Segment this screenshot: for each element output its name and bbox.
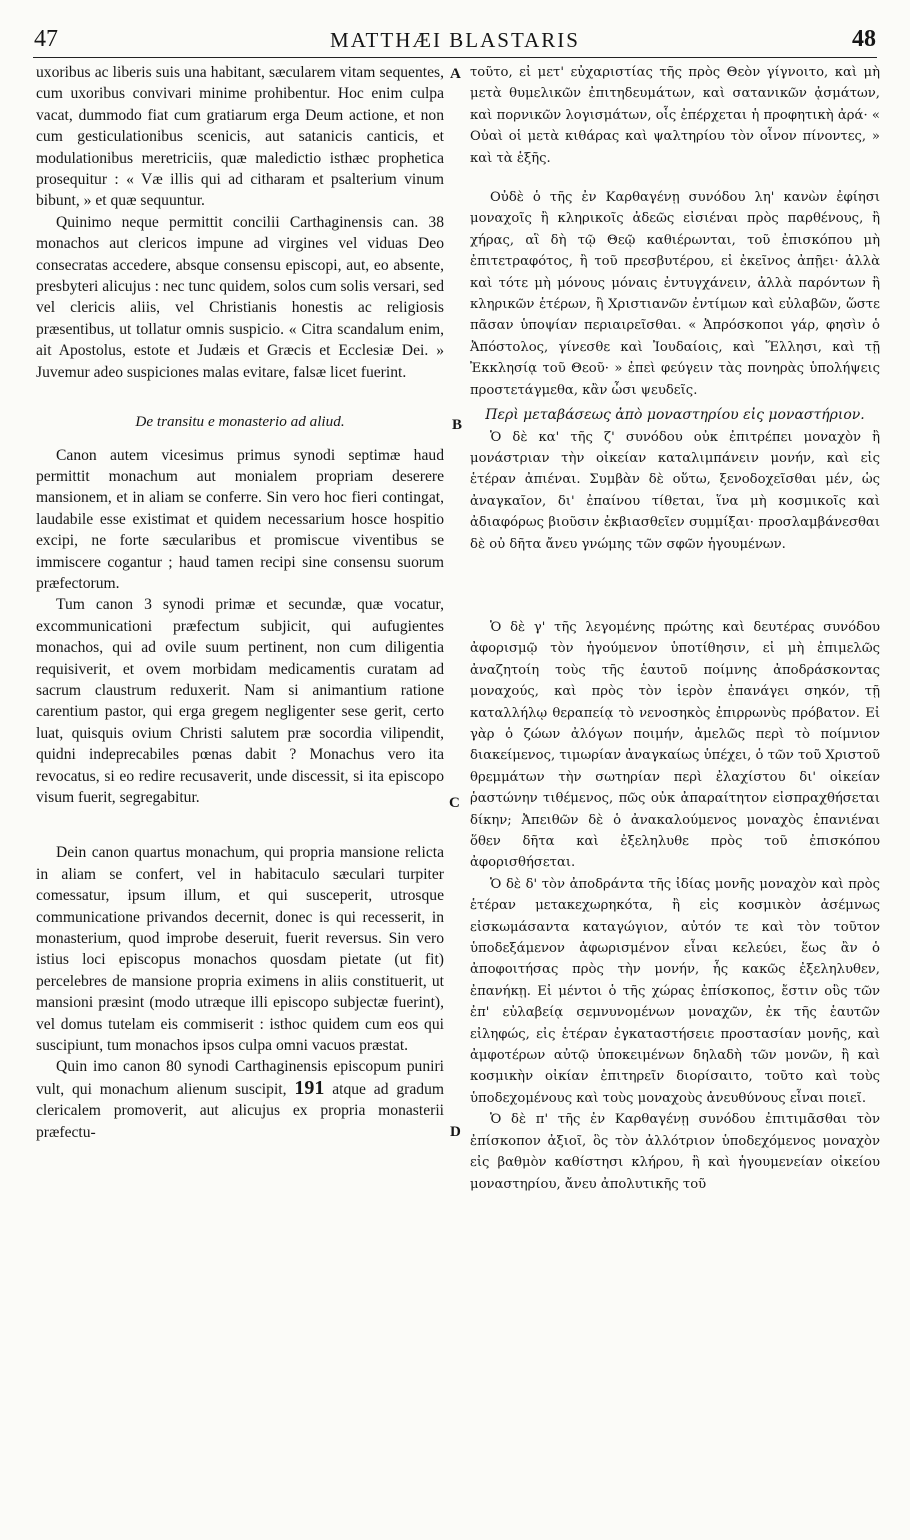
latin-text: Quin imo canon 80 synodi Carthaginensis episcopum puniri vult, qui monachum alienum suscipit, [36,1058,444,1098]
greek-paragraph: Οὐδὲ ὁ τῆς ἐν Καρθαγένῃ συνόδου λη' κανὼν ἐφίησι μοναχοῖς ἢ κληρικοῖς ἀδεῶς εἰσιέναι πρὸς παρθένους, ἢ χήρας, αἳ δὴ τῷ Θεῷ καθιέρωνται, τοῦ ἐπισκόπου μὴ ἐπιτετραφότος, ἢ τοῦ πρεσβυτέρου, εἰ ἐκεῖνος ἀπῇει· ἀλλὰ καὶ τότε μὴ μόνους μόναις ἐντυγχάνειν, ἀλλὰ παρόντων ἢ κληρικῶν ἑτέρων, ἢ Χριστιανῶν ἐντίμων καὶ εὐλαβῶν, ὥστε πᾶσαν ὑποψίαν περιαιρεῖσθαι. « Ἀπρόσκοποι γάρ, φησὶν ὁ Ἀπόστολος, γίνεσθε καὶ Ἰουδαίοις, καὶ Ἕλλησι, καὶ τῇ Ἐκκλησίᾳ τοῦ Θεοῦ· » ἐπεὶ φεύγειν τὰς πονηρὰς ὑπολήψεις προστετάγμεθα, κἂν ὦσι ψευδεῖς. [470,190,880,398]
section-marker-b: B [452,417,463,433]
latin-paragraph: Quinimo neque permittit concilii Carthaginensis can. 38 monachos aut clericos impune ad virgines vel viduas Deo consecratas accedere, absque consensu episcopi, aut, eo absente, presbyteri alicujus : nec tunc quidem, solos cum solis versari, sed vel clericis aliis, vel Christianis honestis ac religiosis præsentibus, ut tollatur omnis suspicio. « Citra scandalum enim, ait Apostolus, estote et Judæis et Græcis et Ecclesiæ Dei. » Juvemur adeo suspiciones malas evitare, falsæ licet fuerint. [36,213,444,381]
latin-text: atque ad gradum clericalem promoverit, aut alicujus ex propria monasterii præfectu- [36,1080,444,1141]
greek-paragraph: Ὁ δὲ γ' τῆς λεγομένης πρώτης καὶ δευτέρας συνόδου ἀφορισμῷ τὸν ἡγούμενον ὑποτίθησιν, εἰ μὴ ἐπιμελῶς ἀναζητοίη τοὺς τῆς ἑαυτοῦ ποίμνης ἀποδράσκοντας μοναχούς, καὶ πρὸς τὸν ἱερὸν ἐπανάγει σηκόν, τῇ καταλλήλῳ θεραπείᾳ τὸ νενοσηκὸς ἐπιρρωνὺς πρόβατον. Εἰ γὰρ ὁ ζώων ἀλόγων ποιμήν, ἀμελῶς περὶ τὸ ποίμνιον διακείμενος, τιμωρίαν ἀναγκαίως ὑπέχει, ὁ τῶν τοῦ Χριστοῦ θρεμμάτων τὴν σωτηρίαν περὶ ἐλαχίστου δι' οἰκείαν ῥαστώνην τιθέμενος, πῶς οὐκ ἀπαραίτητον εἰσπραχθήσεται δίκην; Ἀπειθῶν δὲ ὁ ἀνακαλούμενος μοναχὸς ἐπανιέναι ὅθεν δῆτα καὶ ἐξεληλυθε πρὸς τοῦ ἐπισκόπου ἀφορισθήσεται. [470,619,880,871]
greek-paragraph: Ὁ δὲ κα' τῆς ζ' συνόδου οὐκ ἐπιτρέπει μοναχὸν ἢ μονάστριαν τὴν οἰκείαν καταλιμπάνειν μονήν, καὶ εἰς ἑτέραν ἀπιέναι. Συμβὰν δὲ οὕτω, ξενοδοχεῖσθαι μέν, ὡς ἀναγκαῖον, δι' ἐπαίνου τίθεται, ἵνα μὴ κοσμικοῖς καὶ ἀδιαφόρως βιοῦσιν ἐκβιασθεῖεν συμμίξαι· προσλαμβάνεσθαι δὲ οὐ δῆτα ἄνευ γνώμης τῶν σφῶν ἡγουμένων. [470,429,880,552]
running-header [30,26,880,56]
greek-column [470,62,880,1195]
latin-paragraph: uxoribus ac liberis suis una habitant, sæcularem vitam sequentes, cum uxoribus convivari minime prohibentur. Hoc enim culpa vacat, dummodo fiat cum gratiarum erga Deum actione, et non cum gesticulationibus scenicis, aut satanicis canticis, et modulationibus meretriciis, quæ maledictio isthæc prophetica prosequitur : « Væ illis qui ad citharam et psalterium vinum bibunt, » et quæ sequuntur. [36,64,444,210]
section-marker-a: A [450,66,461,82]
header-rule [33,57,877,58]
latin-paragraph: Canon autem vicesimus primus synodi septimæ haud permittit monachum aut monialem propriam deserere mansionem, et in aliam se conferre. Sin vero hoc fieri contingat, laudabile esse existimat et quidem necessarium hosce hospitio excipi, ne forte sæcularibus et promiscue viventibus se immiscere cogantur ; haud tamen recipi sine consensu suorum præfectorum. [36,446,444,592]
greek-paragraph: Ὁ δὲ δ' τὸν ἀποδράντα τῆς ἰδίας μονῆς μοναχὸν καὶ πρὸς ἑτέραν μετακεχωρηκότα, ἢ εἰς κοσμικὸν ἀσέμνως εἰσκωμάσαντα καταγώγιον, αὐτόν τε καὶ τὸν τοῦτον ὑποδεξάμενον ἀφωρισμένον εἶναι κελεύει, ἕως ἂν ὁ ἀποφοιτήσας πρὸς τὴν μονήν, ἧς κακῶς ἐξεληλυθεν, ἐπανήκῃ. Εἰ μέντοι ὁ τῆς χώρας ἐπίσκοπος, ἔστιν οὓς τῶν ἐπ' εὐλαβείᾳ σεμνυνομένων μοναχῶν, ἐκ τῆς ἑαυτῶν εἰληφώς, εἰς ἑτέραν ἐγκαταστήσειε προστασίαν μονῆς, καὶ ἀμφοτέρων αὐτῷ ὑποκειμένων δηλαδὴ τῶν μονῶν, ἢ καὶ κοσμικὴν οἰκίαν ἐπιτηρεῖν διορίσαιτο, τοῦτο καὶ τοὺς ὑποδεχομένους καὶ τοὺς μοναχοὺς ἀνευθύνους εἶναι ποιεῖ. [470,876,880,1106]
greek-paragraph: τοῦτο, εἰ μετ' εὐχαριστίας τῆς πρὸς Θεὸν γίγνοιτο, καὶ μὴ μετὰ θυμελικῶν ἐπιτηδευμάτων, καὶ σατανικῶν ᾀσμάτων, καὶ πορνικῶν λογισμάτων, οἷς ἐπέρχεται ἡ προφητικὴ ἀρά· « Οὐαὶ οἱ μετὰ κιθάρας καὶ ψαλτηρίου τὸν οἶνον πίνοντες, » καὶ τὰ ἑξῆς. [470,65,880,166]
greek-section-heading: Περὶ μεταβάσεως ἀπὸ μοναστηρίου εἰς μοναστήριον. [485,407,865,424]
latin-paragraph [36,1056,444,1143]
left-page-number: 47 [34,26,58,52]
section-marker-d: D [450,1124,461,1140]
right-page-number: 48 [852,26,876,52]
latin-column [36,62,444,1143]
section-marker-c: C [449,795,460,811]
latin-paragraph: Dein canon quartus monachum, qui propria mansione relicta in aliam se confert, vel in habitaculo sæculari turpiter comessatur, ipsum illum, et qui susceperit, utrosque communicatione privandos decernit, donec is qui recesserit, in monasterium, quod improbe deseruit, fuerit reversus. Sin vero istius loci episcopus monachos quosdam pietate (ut fit) percelebres de mansione propria eximens in aliis constituerit, ut mansioni præsint (modo utræque illi episcopo subjectæ fuerint), vel domus tutelam eis commiserit : isthoc quidem cum eos qui suscipiunt, tum monachos ipsos culpa omni vacuos præstat. [36,844,444,1055]
greek-paragraph: Ὁ δὲ π' τῆς ἐν Καρθαγένῃ συνόδου ἐπιτιμᾶσθαι τὸν ἐπίσκοπον ἀξιοῖ, ὃς τὸν ἀλλότριον ὑποδεχόμενος μοναχὸν εἰς βαθμὸν καθίστησι κλήρου, ἢ καὶ ἡγουμενείαν οἰκείου μοναστηρίου, ἄνευ ἀπολυτικῆς τοῦ [470,1112,880,1192]
latin-section-heading: De transitu e monasterio ad aliud. [135,413,345,431]
running-title: MATTHÆI BLASTARIS [330,28,580,52]
marginal-number: 191 [294,1076,325,1099]
latin-paragraph: Tum canon 3 synodi primæ et secundæ, quæ vocatur, excommunicationi præfectum subjicit, qui aufugientes monachos, qui ad ovile suum pertinent, non cum diligentia requisiverit, et ovem morbidam medicamentis curatam ad sacrum claustrum reduxerit. Nam si animantium ratione carentium pastor, qui erga gregem negligenter sese gerit, certo luat, quisquis ovium Christi salutem præ socordia vilipendit, quidni indeprecabiles pœnas dabit ? Monachus vero ita revocatus, si eo redire recusaverit, unde discessit, si ita episcopo visum fuerit, segregabitur. [36,596,444,806]
